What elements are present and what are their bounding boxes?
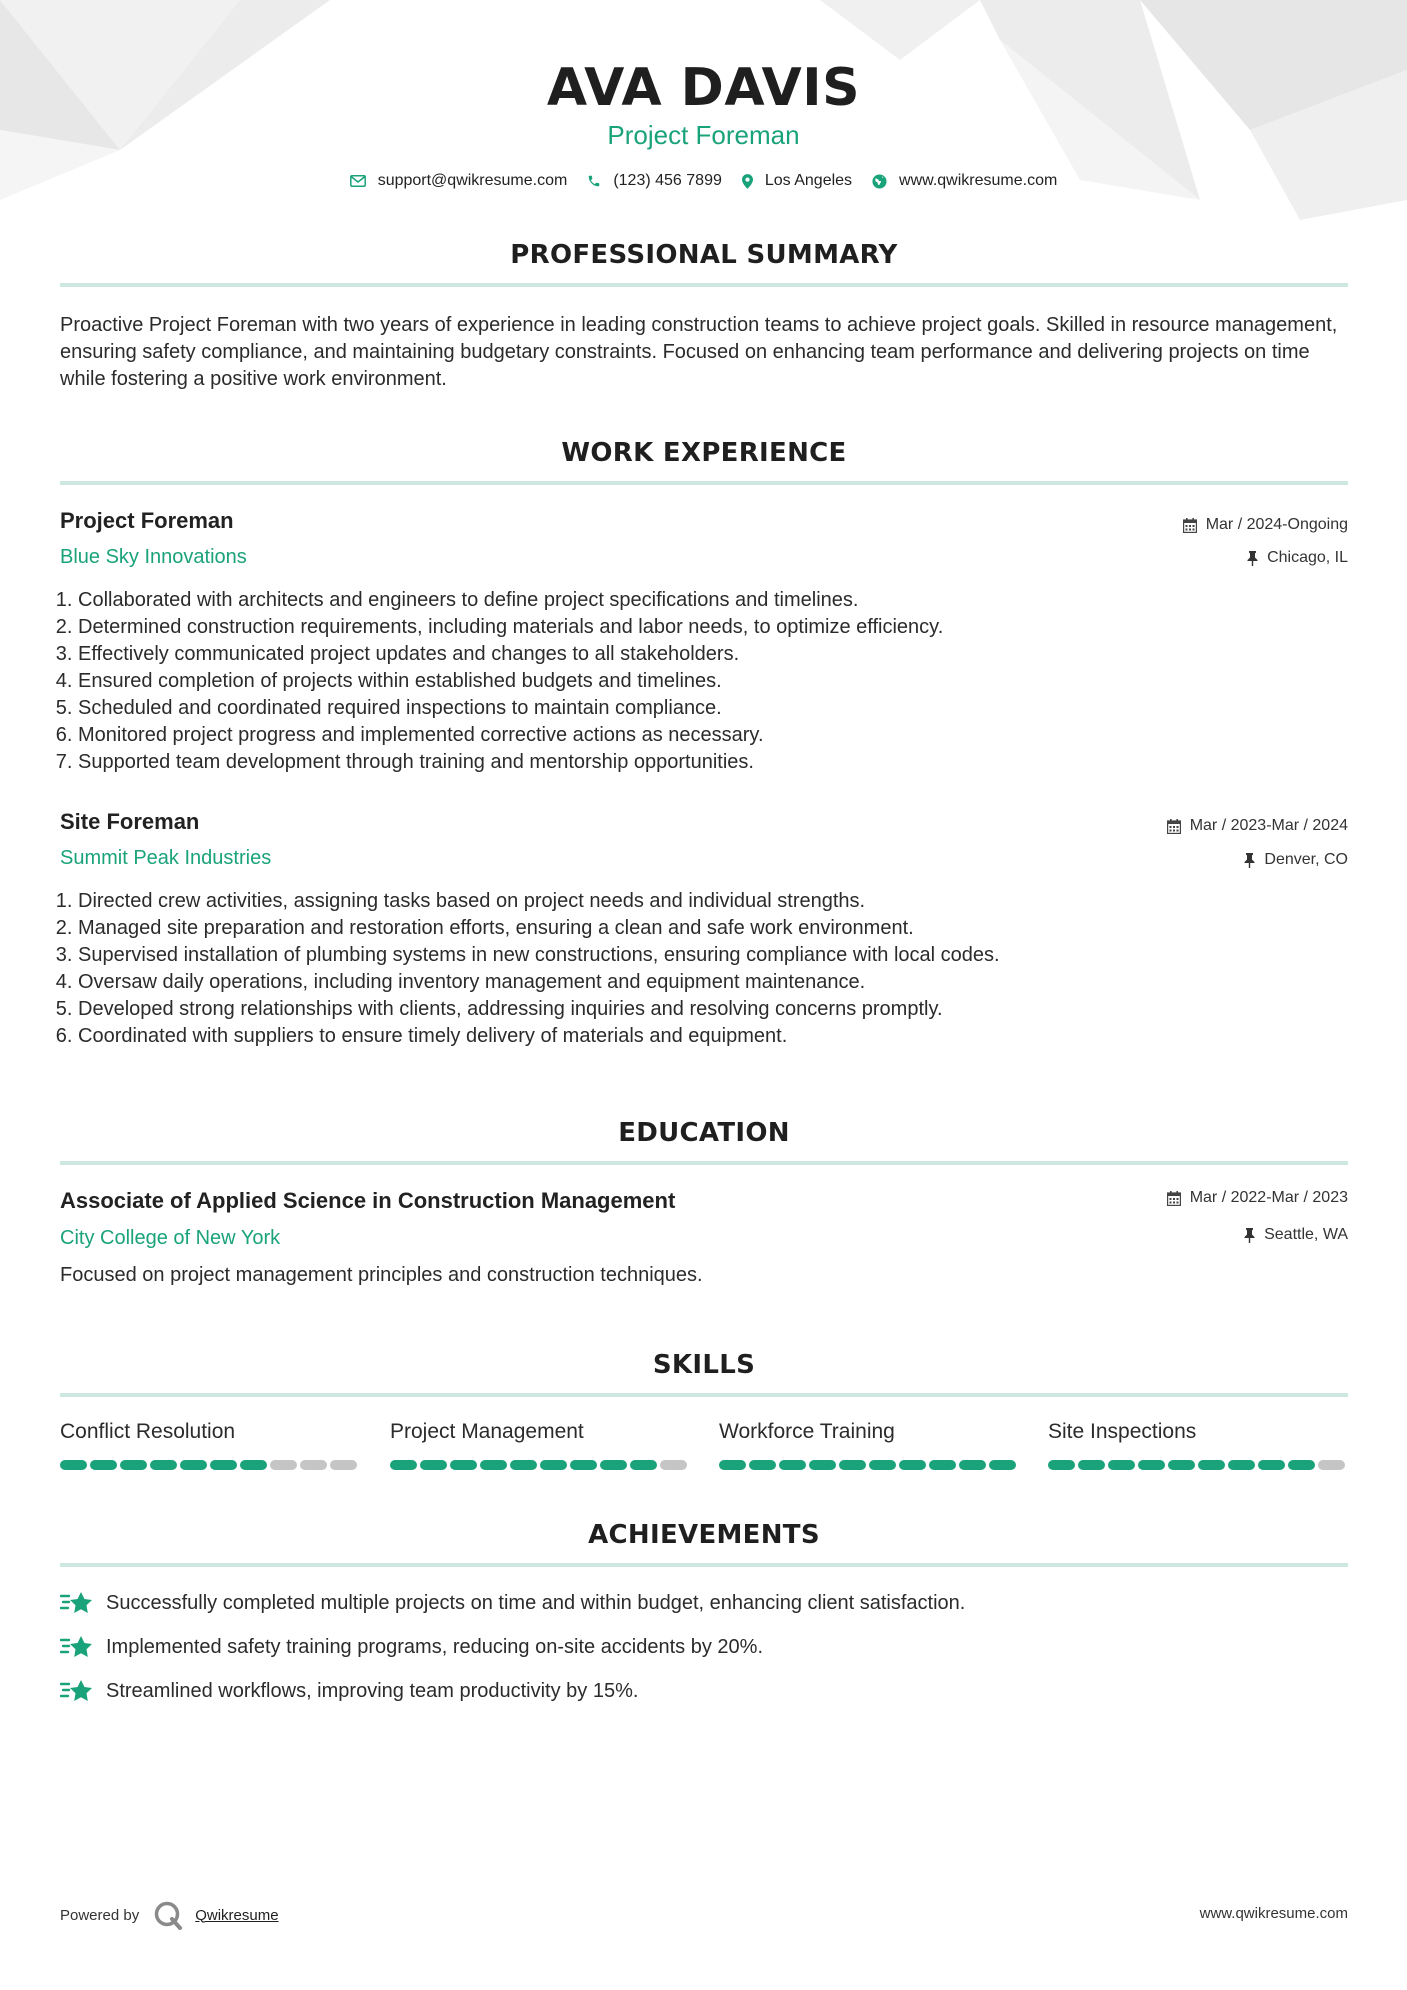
skill-segment-filled xyxy=(839,1460,866,1470)
skill-segment-filled xyxy=(929,1460,956,1470)
skill-segment-filled xyxy=(120,1460,147,1470)
skill-name: Workforce Training xyxy=(719,1420,895,1443)
summary-text: Proactive Project Foreman with two years of experience in leading construction teams to achieve project goals. Skilled in resource management, ensuring safety compliance, and maintaining budgetary constraints. Focused on enhancing team performance and delivering projects on time while fostering a positive work environment. xyxy=(60,314,1338,390)
skill-segment-filled xyxy=(719,1460,746,1470)
pushpin-icon xyxy=(1247,551,1258,566)
skill-level-bar xyxy=(390,1460,690,1470)
job-dates xyxy=(1167,817,1348,835)
skill-segment-filled xyxy=(1048,1460,1075,1470)
duty-item: 5. Developed strong relationships with clients, addressing inquiries and resolving concerns promptly. xyxy=(78,996,1338,1023)
shooting-star-icon xyxy=(60,1634,94,1660)
skill-segment-empty xyxy=(270,1460,297,1470)
skill-level-bar xyxy=(719,1460,1019,1470)
calendar-icon xyxy=(1183,518,1197,533)
skill-segment-filled xyxy=(749,1460,776,1470)
job-dates xyxy=(1183,516,1348,534)
skill-segment-empty xyxy=(1318,1460,1345,1470)
powered-by-label: Powered by xyxy=(60,1906,140,1924)
skill-item xyxy=(390,1420,690,1444)
duty-item: 3. Effectively communicated project updates and changes to all stakeholders. xyxy=(78,641,1338,668)
skill-segment-filled xyxy=(1108,1460,1135,1470)
job-title: Site Foreman xyxy=(60,809,200,834)
duty-item: 6. Monitored project progress and implemented corrective actions as necessary. xyxy=(78,722,1338,749)
job-duties-list xyxy=(52,587,1338,776)
skill-name: Project Management xyxy=(390,1420,584,1443)
skill-segment-filled xyxy=(630,1460,657,1470)
skill-segment-filled xyxy=(150,1460,177,1470)
skills-heading: SKILLS xyxy=(652,1350,756,1380)
skill-segment-filled xyxy=(180,1460,207,1470)
skill-segment-filled xyxy=(240,1460,267,1470)
company-name: Summit Peak Industries xyxy=(60,847,272,869)
education-dates-text: Mar / 2022-Mar / 2023 xyxy=(1189,1189,1348,1206)
skill-segment-filled xyxy=(1198,1460,1225,1470)
contact-location xyxy=(742,172,852,190)
duty-item: 7. Supported team development through training and mentorship opportunities. xyxy=(78,749,1338,776)
duty-item: 6. Coordinated with suppliers to ensure timely delivery of materials and equipment. xyxy=(78,1023,1338,1050)
skill-segment-filled xyxy=(600,1460,627,1470)
skill-level-bar xyxy=(1048,1460,1348,1470)
summary-divider xyxy=(60,283,1348,287)
pushpin-icon xyxy=(1244,1228,1255,1243)
skill-segment-filled xyxy=(390,1460,417,1470)
phone-icon xyxy=(587,174,601,188)
envelope-icon xyxy=(350,175,366,187)
skill-segment-filled xyxy=(869,1460,896,1470)
skills-divider xyxy=(60,1393,1348,1397)
skill-item xyxy=(719,1420,1019,1444)
achievement-text: Implemented safety training programs, reducing on-site accidents by 20%. xyxy=(106,1635,764,1658)
skill-segment-filled xyxy=(989,1460,1016,1470)
skill-segment-filled xyxy=(420,1460,447,1470)
skill-segment-filled xyxy=(809,1460,836,1470)
contact-website[interactable] xyxy=(872,172,1057,190)
duty-item: 5. Scheduled and coordinated required inspections to maintain compliance. xyxy=(78,695,1338,722)
job-location-text: Denver, CO xyxy=(1264,851,1348,868)
skill-segment-filled xyxy=(60,1460,87,1470)
duty-item: 1. Directed crew activities, assigning tasks based on project needs and individual strengths. xyxy=(78,888,1338,915)
job-location xyxy=(1247,549,1348,567)
skill-segment-filled xyxy=(899,1460,926,1470)
candidate-title: Project Foreman xyxy=(607,120,800,150)
skill-segment-filled xyxy=(1138,1460,1165,1470)
duty-item: 1. Collaborated with architects and engineers to define project specifications and timelines. xyxy=(78,587,1338,614)
footer-powered-by xyxy=(60,1900,279,1930)
shooting-star-icon xyxy=(60,1590,94,1616)
location-text: Los Angeles xyxy=(764,172,853,189)
skill-segment-filled xyxy=(1258,1460,1285,1470)
candidate-name: AVA DAVIS xyxy=(546,58,861,118)
job-dates-text: Mar / 2023-Mar / 2024 xyxy=(1189,817,1348,834)
pushpin-icon xyxy=(1244,853,1255,868)
job-dates-text: Mar / 2024-Ongoing xyxy=(1205,516,1348,533)
globe-icon xyxy=(872,174,887,189)
skill-segment-filled xyxy=(510,1460,537,1470)
skill-segment-filled xyxy=(1228,1460,1255,1470)
education-heading: EDUCATION xyxy=(618,1118,790,1148)
skill-segment-empty xyxy=(300,1460,327,1470)
skill-segment-empty xyxy=(660,1460,687,1470)
education-divider xyxy=(60,1161,1348,1165)
calendar-icon xyxy=(1167,819,1181,834)
achievement-text: Streamlined workflows, improving team productivity by 15%. xyxy=(106,1679,639,1702)
school-name: City College of New York xyxy=(60,1227,281,1249)
contact-phone[interactable] xyxy=(587,172,722,190)
qwikresume-logo-icon xyxy=(153,1900,183,1930)
education-location xyxy=(1244,1226,1348,1244)
education-location-text: Seattle, WA xyxy=(1264,1226,1348,1243)
job-location xyxy=(1244,851,1348,869)
skill-segment-filled xyxy=(959,1460,986,1470)
summary-heading: PROFESSIONAL SUMMARY xyxy=(510,240,898,270)
achievement-item xyxy=(60,1590,1348,1616)
job-title: Project Foreman xyxy=(60,508,234,533)
skill-segment-filled xyxy=(480,1460,507,1470)
achievements-heading: ACHIEVEMENTS xyxy=(588,1520,820,1550)
map-pin-icon xyxy=(742,174,753,189)
skill-name: Conflict Resolution xyxy=(60,1420,236,1443)
skill-segment-empty xyxy=(330,1460,357,1470)
duty-item: 3. Supervised installation of plumbing systems in new constructions, ensuring compliance with local codes. xyxy=(78,942,1338,969)
shooting-star-icon xyxy=(60,1678,94,1704)
degree-title: Associate of Applied Science in Construction Management xyxy=(60,1188,676,1213)
footer-url[interactable]: www.qwikresume.com xyxy=(1199,1905,1348,1922)
contact-bar xyxy=(0,172,1407,190)
calendar-icon xyxy=(1167,1191,1181,1206)
skill-segment-filled xyxy=(570,1460,597,1470)
duty-item: 4. Oversaw daily operations, including inventory management and equipment maintenance. xyxy=(78,969,1338,996)
contact-email[interactable] xyxy=(350,172,568,190)
education-dates xyxy=(1167,1189,1348,1207)
skill-segment-filled xyxy=(210,1460,237,1470)
skill-name: Site Inspections xyxy=(1048,1420,1197,1443)
job-location-text: Chicago, IL xyxy=(1267,549,1348,566)
education-description: Focused on project management principles and construction techniques. xyxy=(60,1264,703,1286)
skill-level-bar xyxy=(60,1460,360,1470)
website-text: www.qwikresume.com xyxy=(899,172,1058,189)
duty-item: 2. Managed site preparation and restoration efforts, ensuring a clean and safe work environment. xyxy=(78,915,1338,942)
skill-segment-filled xyxy=(1078,1460,1105,1470)
job-duties-list xyxy=(52,888,1338,1050)
achievement-item xyxy=(60,1634,1348,1660)
phone-text: (123) 456 7899 xyxy=(613,172,722,189)
skill-segment-filled xyxy=(1288,1460,1315,1470)
email-text: support@qwikresume.com xyxy=(377,172,568,189)
skill-item xyxy=(60,1420,360,1444)
duty-item: 2. Determined construction requirements, including materials and labor needs, to optimize efficiency. xyxy=(78,614,1338,641)
company-name: Blue Sky Innovations xyxy=(60,546,247,568)
skill-segment-filled xyxy=(779,1460,806,1470)
duty-item: 4. Ensured completion of projects within established budgets and timelines. xyxy=(78,668,1338,695)
skill-segment-filled xyxy=(1168,1460,1195,1470)
skill-segment-filled xyxy=(540,1460,567,1470)
achievements-divider xyxy=(60,1563,1348,1567)
qwikresume-link[interactable]: Qwikresume xyxy=(195,1906,279,1924)
experience-divider xyxy=(60,481,1348,485)
achievement-text: Successfully completed multiple projects on time and within budget, enhancing client satisfaction. xyxy=(106,1591,966,1614)
experience-heading: WORK EXPERIENCE xyxy=(561,438,847,468)
achievement-item xyxy=(60,1678,1348,1704)
skill-segment-filled xyxy=(90,1460,117,1470)
skill-item xyxy=(1048,1420,1348,1444)
skill-segment-filled xyxy=(450,1460,477,1470)
